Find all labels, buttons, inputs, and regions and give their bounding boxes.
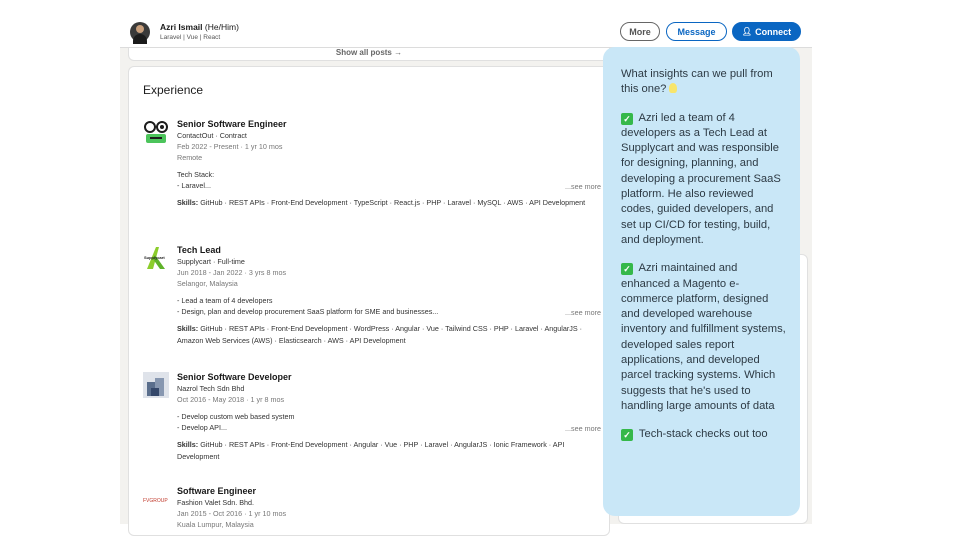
job-company: ContactOut · Contract — [177, 131, 247, 140]
job-dates: Feb 2022 - Present · 1 yr 10 mos — [177, 142, 283, 151]
message-button[interactable]: Message — [666, 22, 727, 41]
job-desc-line: - Develop API... — [177, 423, 227, 432]
job-description — [177, 411, 601, 433]
supplycart-logo-icon[interactable] — [143, 245, 169, 271]
skills-list: GitHub · REST APIs · Front-End Development · WordPress · Angular · Vue · Tailwind CSS · PHP · Laravel · AngularJS · Amazon Web Services (AWS) · Elasticsearch · AWS · API Development — [177, 324, 583, 345]
insight-point — [621, 427, 788, 442]
skills-list: GitHub · REST APIs · Front-End Development · Angular · Vue · PHP · Laravel · AngularJS · Ionic Framework · API Development — [177, 440, 565, 461]
insight-point-text: Azri maintained and enhanced a Magento e-commerce platform, designed and developed warehouse inventory and fulfillment systems, developed sales report applications, and developed parcel tracking systems. Which suggests that he's used to handling large amounts of data — [621, 262, 786, 412]
see-more-link[interactable]: ...see more — [565, 424, 601, 433]
nazrol-tech-logo-icon[interactable] — [143, 372, 169, 398]
job-dates: Oct 2016 - May 2018 · 1 yr 8 mos — [177, 395, 285, 404]
job-desc-line: Tech Stack: — [177, 170, 215, 179]
job-company: Nazrol Tech Sdn Bhd — [177, 384, 245, 393]
profile-tagline: Laravel | Vue | React — [160, 34, 221, 41]
connect-button[interactable] — [732, 22, 801, 41]
check-icon: ✓ — [621, 263, 633, 275]
fashion-valet-logo-icon[interactable] — [143, 486, 169, 512]
skills-label: Skills: — [177, 198, 199, 207]
job-description — [177, 295, 601, 317]
job-desc-line: - Develop custom web based system — [177, 412, 295, 421]
skills-label: Skills: — [177, 324, 199, 333]
contactout-logo-icon[interactable] — [143, 119, 169, 145]
job-description — [177, 169, 601, 191]
insight-point-text: Tech-stack checks out too — [638, 428, 768, 441]
skills-label: Skills: — [177, 440, 199, 449]
experience-title: Experience — [143, 83, 204, 97]
add-person-icon: 👤︎ — [741, 27, 753, 36]
show-all-posts-link[interactable]: Show all posts → — [128, 48, 610, 61]
insights-chat-bubble — [603, 47, 800, 516]
check-icon: ✓ — [621, 429, 633, 441]
job-skills — [177, 323, 597, 347]
more-button[interactable]: More — [620, 22, 660, 41]
check-icon: ✓ — [621, 113, 633, 125]
insight-point — [621, 111, 788, 249]
lightbulb-icon — [669, 83, 677, 93]
job-title[interactable]: Senior Software Developer — [177, 372, 292, 382]
profile-name — [160, 22, 239, 32]
job-company: Fashion Valet Sdn. Bhd. — [177, 498, 254, 507]
connect-label: Connect — [755, 26, 792, 37]
profile-name-text: Azri Ismail — [160, 22, 203, 32]
job-skills — [177, 197, 597, 209]
see-more-link[interactable]: ...see more — [565, 308, 601, 317]
job-dates: Jun 2018 - Jan 2022 · 3 yrs 8 mos — [177, 268, 287, 277]
job-title[interactable]: Tech Lead — [177, 245, 221, 255]
job-location: Remote — [177, 153, 203, 162]
job-location: Selangor, Malaysia — [177, 279, 238, 288]
fvgroup-logo-text: FVGROUP — [143, 498, 168, 504]
experience-card — [128, 66, 610, 536]
job-company: Supplycart · Full-time — [177, 257, 245, 266]
insights-question-text: What insights can we pull from this one? — [621, 68, 773, 96]
profile-pronouns: (He/Him) — [204, 22, 239, 32]
insight-point — [621, 261, 788, 414]
insights-question — [621, 67, 788, 98]
skills-list: GitHub · REST APIs · Front-End Development · TypeScript · React.js · PHP · Laravel · MySQL · AWS · API Development — [200, 198, 586, 207]
profile-sticky-header — [120, 14, 812, 48]
job-dates: Jan 2015 - Oct 2016 · 1 yr 10 mos — [177, 509, 287, 518]
job-title[interactable]: Software Engineer — [177, 486, 257, 496]
see-more-link[interactable]: ...see more — [565, 182, 601, 191]
job-skills — [177, 439, 597, 463]
insight-point-text: Azri led a team of 4 developers as a Tech Lead at Supplycart and was responsible for designing, planning, and developing a procurement SaaS platform. He also reviewed codes, guided developers, and set up CI/CD for testing, build, and deployment. — [621, 111, 781, 246]
job-desc-line: - Lead a team of 4 developers — [177, 296, 273, 305]
job-title[interactable]: Senior Software Engineer — [177, 119, 287, 129]
job-desc-line: - Laravel... — [177, 181, 211, 190]
supplycart-logo-text: Supplycart — [144, 255, 165, 260]
job-location: Kuala Lumpur, Malaysia — [177, 520, 254, 529]
job-desc-line: - Design, plan and develop procurement SaaS platform for SME and businesses... — [177, 307, 439, 316]
avatar[interactable] — [130, 22, 150, 42]
